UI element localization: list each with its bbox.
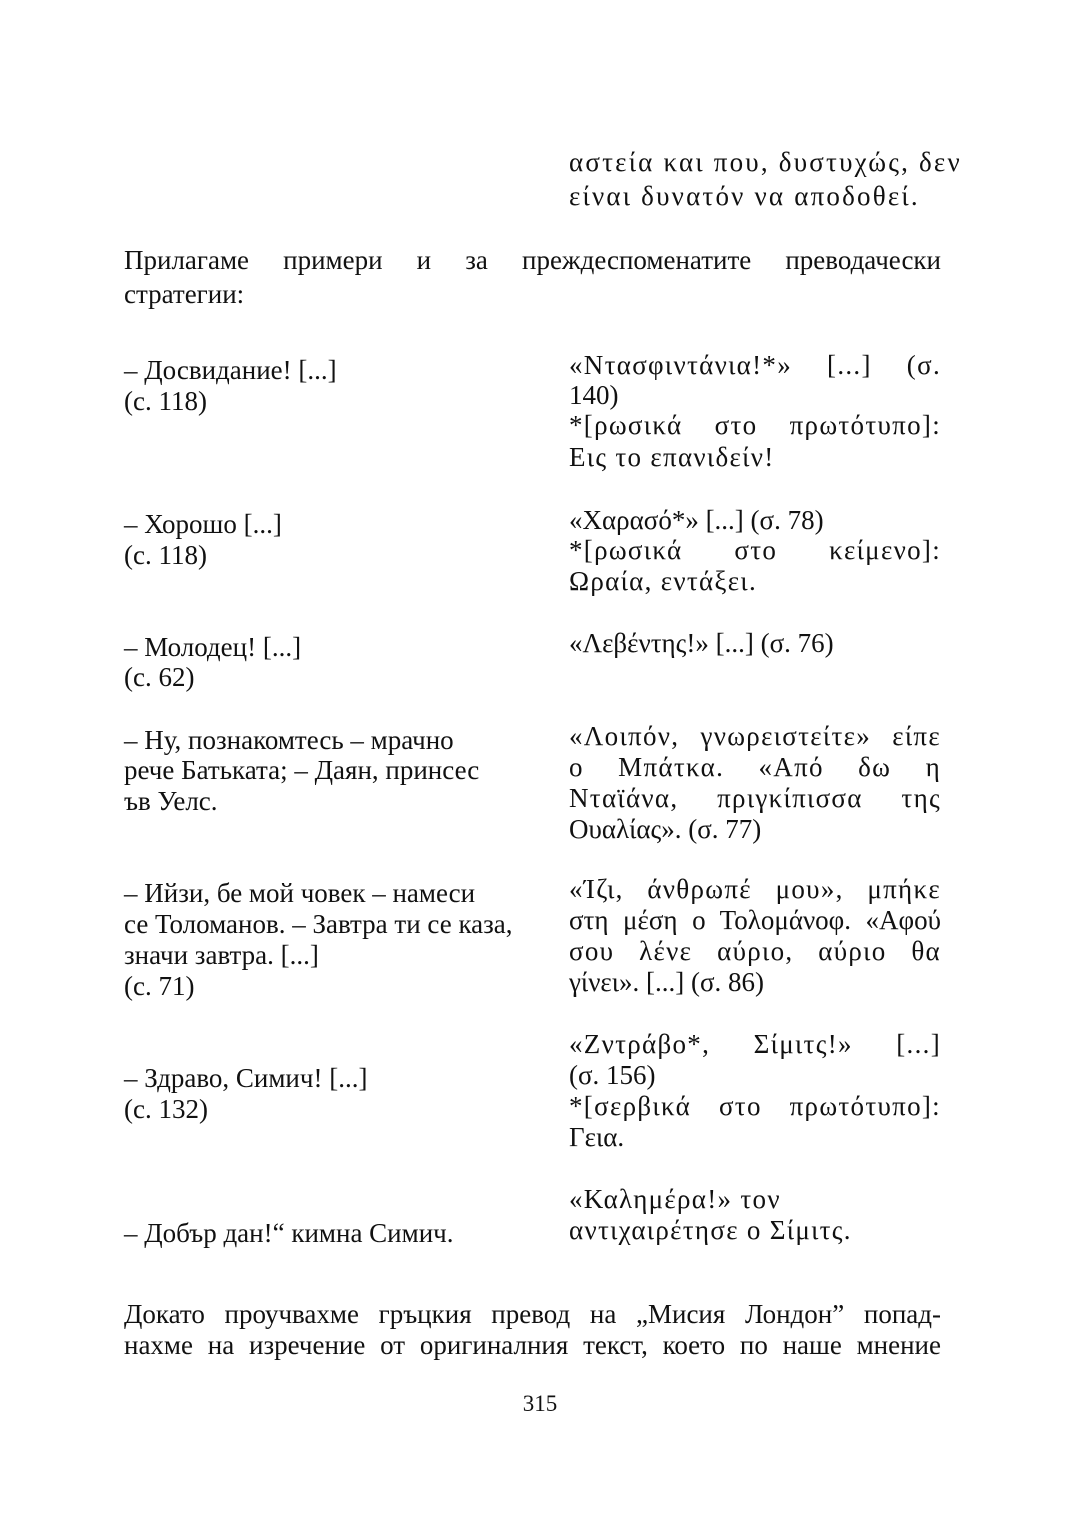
- example-5-bg-line-4: (с. 71): [124, 971, 195, 1001]
- example-1-bg-line-2: (с. 118): [124, 386, 207, 416]
- example-5-bg-line-1: – Ийзи, бе мой човек – намеси: [124, 878, 476, 908]
- closing-line-1: Докато проучвахме гръцкия превод на „Мисия Лондон” попад-: [124, 1299, 941, 1329]
- example-4-bg-line-2: рече Батьката; – Даян, принсес: [124, 755, 480, 785]
- example-6-gr-line-4: Γεια.: [569, 1122, 625, 1152]
- example-1-gr-line-3: *[ρωσικά στο πρωτότυπο]:: [569, 410, 941, 440]
- intro-line-1: Прилагаме примери и за преждеспоменатите преводачески: [124, 245, 941, 275]
- example-4-bg-line-1: – Ну, познакомтесь – мрачно: [124, 725, 454, 755]
- example-4-bg-line-3: ъв Уелс.: [124, 786, 218, 816]
- example-3-bg-line-2: (с. 62): [124, 662, 195, 692]
- example-1-gr-line-2: 140): [569, 380, 619, 410]
- example-1-gr-line-4: Εις το επανιδείν!: [569, 442, 775, 472]
- example-2-gr-line-3: Ωραία, εντάξει.: [569, 566, 758, 596]
- top-block-line-2: είναι δυνατόν να αποδοθεί.: [569, 181, 920, 211]
- example-7-gr-line-2: αντιχαιρέτησε ο Σίμιτς.: [569, 1215, 852, 1245]
- example-2-bg-line-2: (с. 118): [124, 540, 207, 570]
- page-number: 315: [522, 1391, 558, 1416]
- example-6-gr-line-2: (σ. 156): [569, 1060, 656, 1090]
- example-5-gr-line-2: στη μέση ο Τολομάνοφ. «Αφού: [569, 905, 941, 935]
- example-6-bg-line-1: – Здраво, Симич! [...]: [124, 1063, 368, 1093]
- example-6-gr-line-1: «Ζντράβο*, Σίμιτς!» [...]: [569, 1029, 941, 1059]
- intro-line-2: стратегии:: [124, 279, 245, 309]
- example-3-bg-line-1: – Молодец! [...]: [124, 632, 302, 662]
- example-5-bg-line-3: значи завтра. [...]: [124, 940, 319, 970]
- example-4-gr-line-4: Ουαλίας». (σ. 77): [569, 814, 762, 844]
- example-6-bg-line-2: (с. 132): [124, 1094, 208, 1124]
- example-1-bg-line-1: – Досвидание! [...]: [124, 355, 337, 385]
- example-4-gr-line-2: ο Μπάτκα. «Από δω η: [569, 752, 941, 782]
- example-6-gr-line-3: *[σερβικά στο πρωτότυπο]:: [569, 1091, 941, 1121]
- example-7-bg-line-1: – Добър дан!“ кимна Симич.: [124, 1218, 454, 1248]
- top-block-line-1: αστεία και που, δυστυχώς, δεν: [569, 147, 962, 177]
- example-2-gr-line-1: «Χαρασό*» [...] (σ. 78): [569, 505, 824, 535]
- example-2-gr-line-2: *[ρωσικά στο κείμενο]:: [569, 535, 941, 565]
- example-2-bg-line-1: – Хорошо [...]: [124, 509, 282, 539]
- example-5-gr-line-1: «Ίζι, άνθρωπέ μου», μπήκε: [569, 874, 941, 904]
- example-5-gr-line-4: γίνει». [...] (σ. 86): [569, 967, 765, 997]
- example-7-gr-line-1: «Καλημέρα!» τον: [569, 1184, 781, 1214]
- example-4-gr-line-1: «Λοιπόν, γνωρειστείτε» είπε: [569, 721, 941, 751]
- closing-line-2: нахме на изречение от оригиналния текст, което по наше мнение: [124, 1330, 941, 1360]
- example-1-gr-line-1: «Ντασφιντάνια!*» [...] (σ.: [569, 350, 941, 380]
- example-4-gr-line-3: Νταϊάνα, πριγκίπισσα της: [569, 783, 941, 813]
- example-3-gr-line-1: «Λεβέντης!» [...] (σ. 76): [569, 628, 834, 658]
- example-5-bg-line-2: се Толоманов. – Завтра ти се каза,: [124, 909, 513, 939]
- example-5-gr-line-3: σου λένε αύριο, αύριο θα: [569, 936, 941, 966]
